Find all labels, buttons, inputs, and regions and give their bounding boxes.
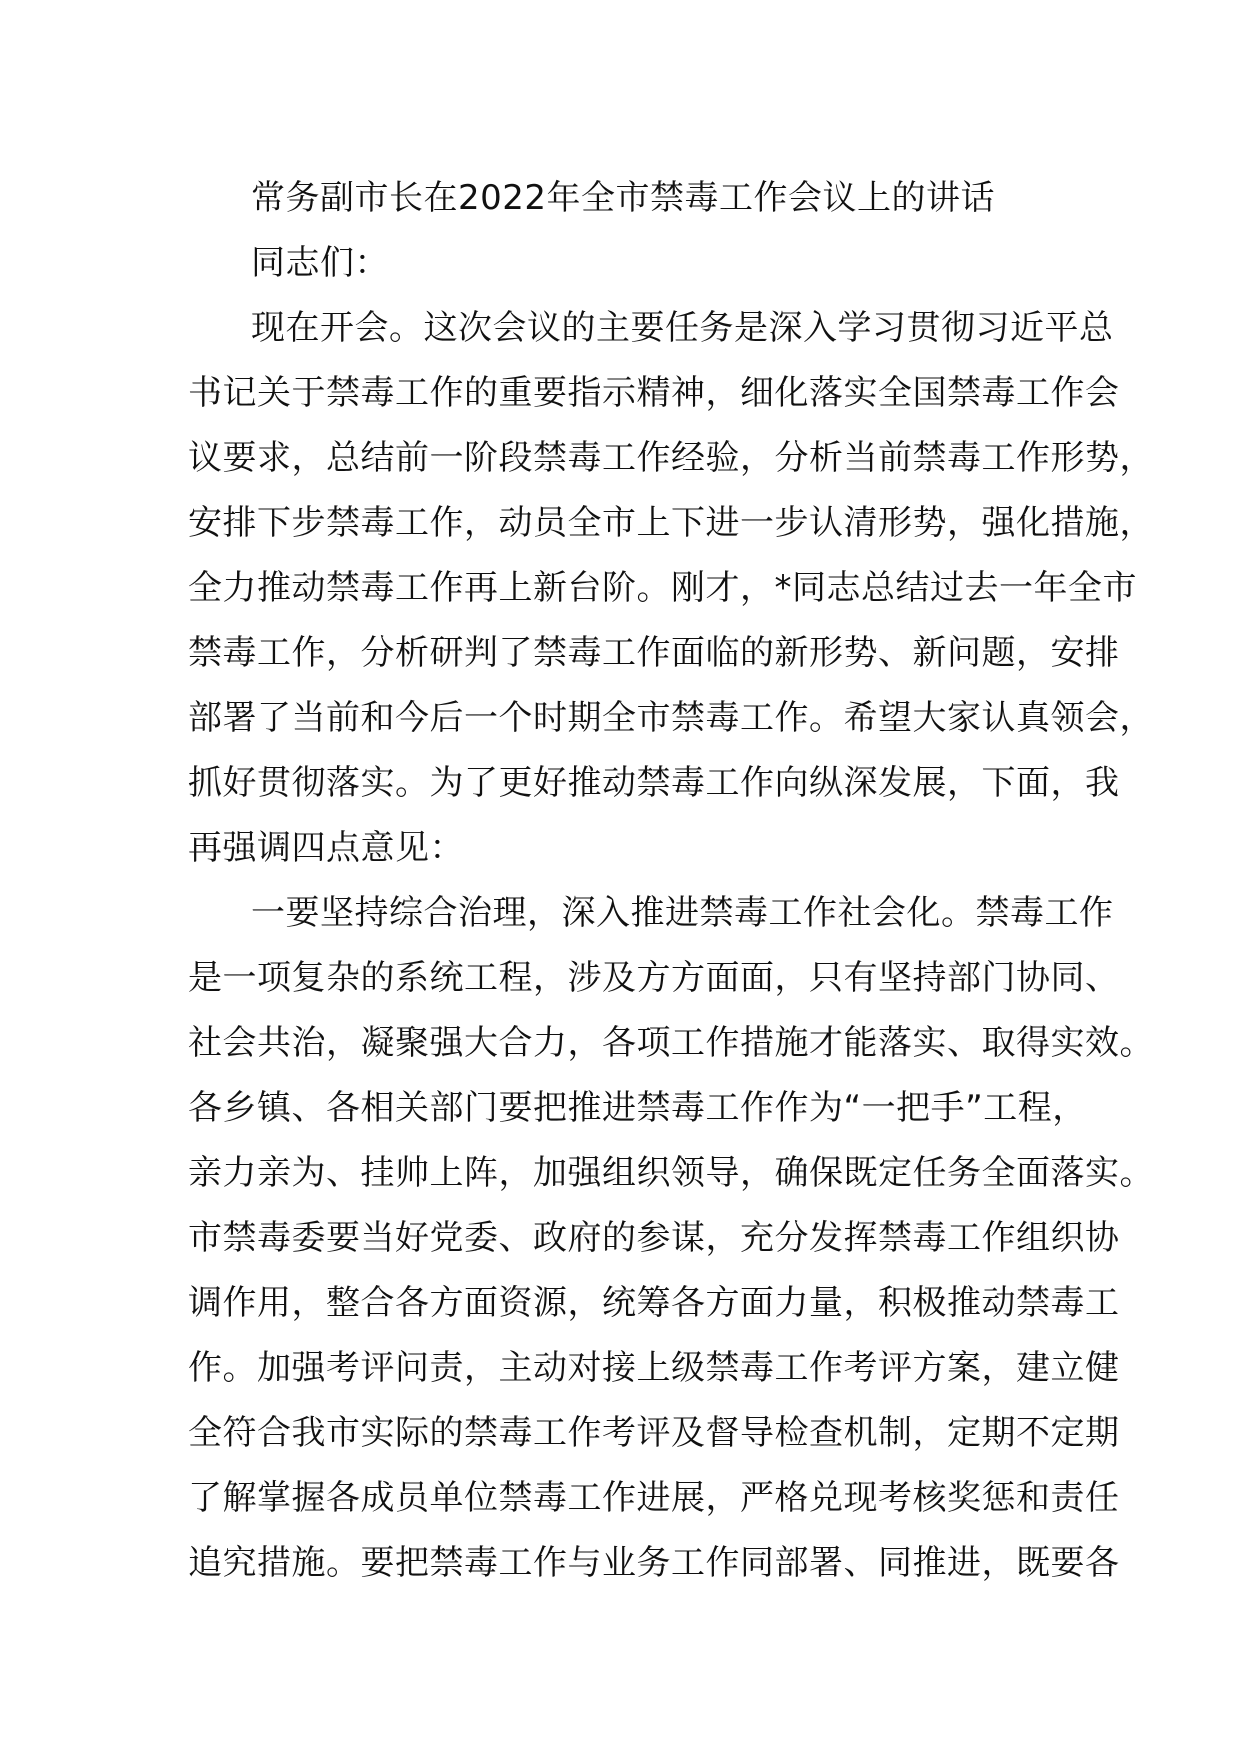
- text-line: 一要坚持综合治理，深入推进禁毒工作社会化。禁毒工作: [251, 893, 1114, 933]
- text-line: 追究措施。要把禁毒工作与业务工作同部署、同推进，既要各: [188, 1543, 1120, 1583]
- text-line: 各乡镇、各相关部门要把推进禁毒工作作为“一把手”工程，: [188, 1088, 1087, 1128]
- text-line: 议要求，总结前一阶段禁毒工作经验，分析当前禁毒工作形势，: [188, 438, 1154, 478]
- text-line: 全力推动禁毒工作再上新台阶。刚才，*同志总结过去一年全市: [188, 568, 1137, 608]
- text-line: 作。加强考评问责，主动对接上级禁毒工作考评方案，建立健: [188, 1348, 1120, 1388]
- text-line: 禁毒工作，分析研判了禁毒工作面临的新形势、新问题，安排: [188, 633, 1120, 673]
- text-line: 抓好贯彻落实。为了更好推动禁毒工作向纵深发展，下面，我: [188, 763, 1120, 803]
- text-line: 是一项复杂的系统工程，涉及方方面面，只有坚持部门协同、: [188, 958, 1120, 998]
- text-line: 再强调四点意见：: [188, 828, 464, 868]
- text-line: 亲力亲为、挂帅上阵，加强组织领导，确保既定任务全面落实。: [188, 1153, 1154, 1193]
- text-line: 调作用，整合各方面资源，统筹各方面力量，积极推动禁毒工: [188, 1283, 1120, 1323]
- text-line: 现在开会。这次会议的主要任务是深入学习贯彻习近平总: [251, 308, 1114, 348]
- document-title: 常务副市长在2022年全市禁毒工作会议上的讲话: [251, 178, 996, 218]
- text-line: 部署了当前和今后一个时期全市禁毒工作。希望大家认真领会，: [188, 698, 1154, 738]
- text-line: 市禁毒委要当好党委、政府的参谋，充分发挥禁毒工作组织协: [188, 1218, 1120, 1258]
- paragraph-1: [188, 296, 1154, 881]
- text-line: 书记关于禁毒工作的重要指示精神，细化落实全国禁毒工作会: [188, 373, 1120, 413]
- text-line: 社会共治，凝聚强大合力，各项工作措施才能落实、取得实效。: [188, 1023, 1154, 1063]
- text-line: 了解掌握各成员单位禁毒工作进展，严格兑现考核奖惩和责任: [188, 1478, 1120, 1518]
- document-body: [188, 166, 1154, 1596]
- text-line: 全符合我市实际的禁毒工作考评及督导检查机制，定期不定期: [188, 1413, 1120, 1453]
- salutation: 同志们：: [251, 243, 389, 283]
- text-line: 安排下步禁毒工作，动员全市上下进一步认清形势，强化措施，: [188, 503, 1154, 543]
- paragraph-2: [188, 881, 1154, 1596]
